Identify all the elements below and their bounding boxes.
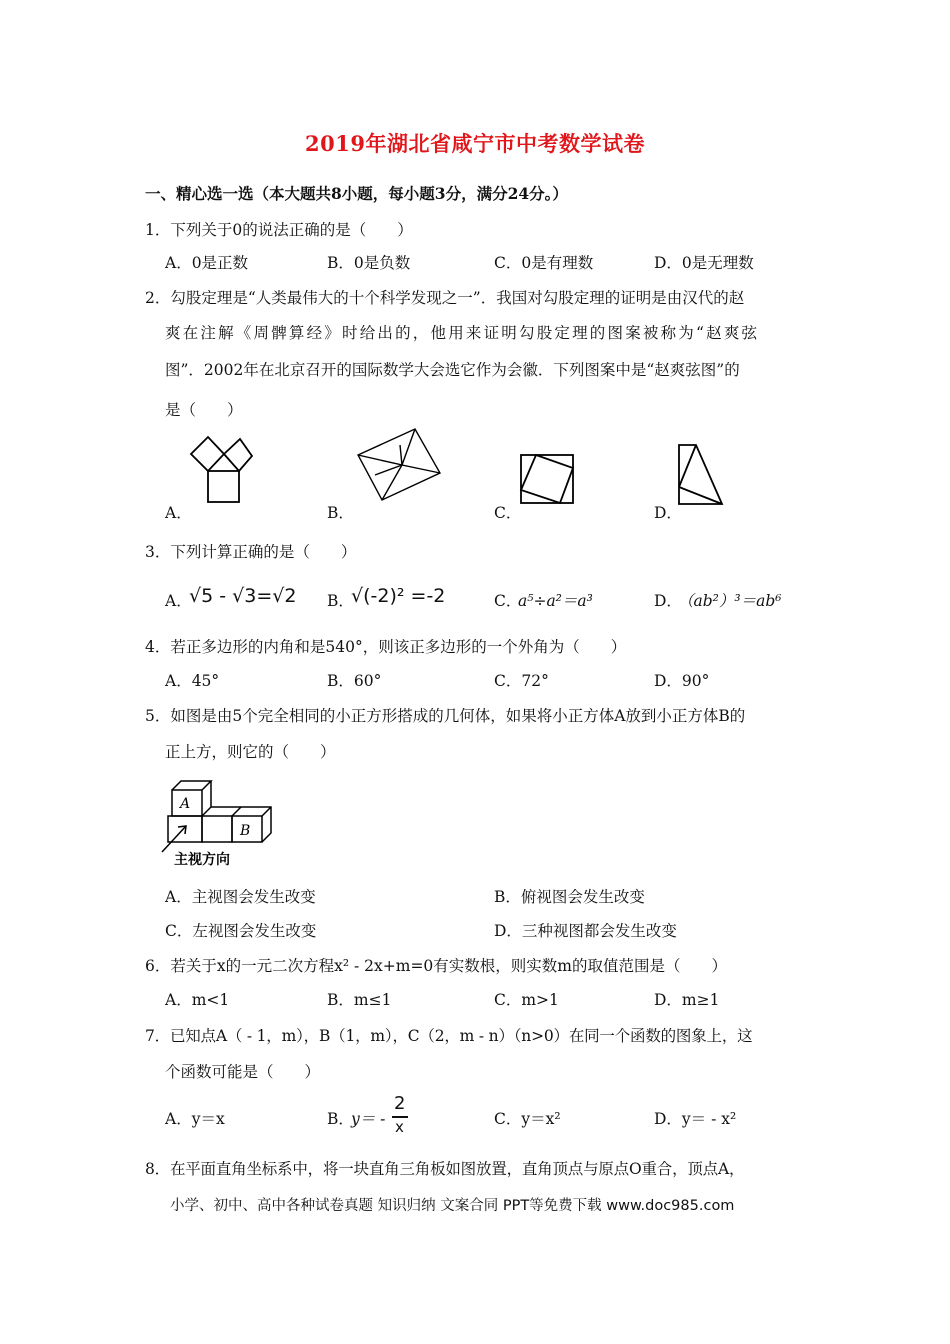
figure-2a-pythagoras-squares xyxy=(188,434,248,506)
q3-option-c-expression: a⁵÷a²＝a³ xyxy=(518,592,593,610)
figure-2d-triangles xyxy=(676,442,726,508)
question-2-line-1: 2．勾股定理是“人类最伟大的十个科学发现之一”．我国对勾股定理的证明是由汉代的赵 xyxy=(145,289,745,307)
q5-option-a: A．主视图会发生改变 xyxy=(165,888,316,906)
q2-option-c: C． xyxy=(494,504,522,522)
q5-option-d: D．三种视图都会发生改变 xyxy=(494,922,677,940)
q1-option-a: A．0是正数 xyxy=(165,254,249,272)
q3-option-b-expression: √(-2)² =-2 xyxy=(351,585,446,607)
q2-option-b: B． xyxy=(327,504,354,522)
q7-option-b-label: B． xyxy=(327,1110,354,1128)
question-5-line-2: 正上方，则它的（ ） xyxy=(165,743,336,761)
q3-option-a-label: A． xyxy=(165,592,192,610)
q5-option-c: C．左视图会发生改变 xyxy=(165,922,317,940)
figure-2b-rotated-square xyxy=(355,427,445,507)
figure-5-label-b: B xyxy=(240,823,251,839)
figure-5-label-a: A xyxy=(180,796,191,812)
section-heading: 一、精心选一选（本大题共8小题，每小题3分，满分24分。） xyxy=(145,184,568,203)
q4-option-b: B．60° xyxy=(327,672,382,690)
figure-5-cube-stack xyxy=(160,774,275,869)
q1-option-c: C．0是有理数 xyxy=(494,254,594,272)
figure-2c-inscribed-square xyxy=(519,453,577,507)
question-6-stem: 6．若关于x的一元二次方程x² - 2x+m=0有实数根，则实数m的取值范围是（ ） xyxy=(145,957,727,975)
q6-option-b: B．m≤1 xyxy=(327,991,392,1009)
question-2-line-2: 爽在注解《周髀算经》时给出的，他用来证明勾股定理的图案被称为“赵爽弦 xyxy=(165,324,760,342)
footer-note: 小学、初中、高中各种试卷真题 知识归纳 文案合同 PPT等免费下载 www.doc985.com xyxy=(170,1198,735,1214)
q6-option-c: C．m>1 xyxy=(494,991,559,1009)
q3-option-b-label: B． xyxy=(327,592,354,610)
q1-option-d: D．0是无理数 xyxy=(654,254,754,272)
question-8-line-1: 8．在平面直角坐标系中，将一块直角三角板如图放置，直角顶点与原点O重合，顶点A， xyxy=(145,1160,745,1178)
q3-option-d-label: D． xyxy=(654,592,682,610)
q7-option-c: C．y＝x² xyxy=(494,1110,561,1128)
question-3-stem: 3．下列计算正确的是（ ） xyxy=(145,543,357,561)
question-7-line-2: 个函数可能是（ ） xyxy=(165,1063,321,1081)
q7-option-a: A．y＝x xyxy=(165,1110,225,1128)
q3-option-c-label: C． xyxy=(494,592,522,610)
q4-option-d: D．90° xyxy=(654,672,710,690)
question-4-stem: 4．若正多边形的内角和是540°，则该正多边形的一个外角为（ ） xyxy=(145,638,627,656)
question-2-line-3: 图”．2002年在北京召开的国际数学大会选它作为会徽．下列图案中是“赵爽弦图”的 xyxy=(165,361,740,379)
q3-option-d-expression: （ab²）³＝ab⁶ xyxy=(678,592,782,610)
page-title: 2019年湖北省咸宁市中考数学试卷 xyxy=(305,131,645,156)
q1-option-b: B．0是负数 xyxy=(327,254,411,272)
question-5-line-1: 5．如图是由5个完全相同的小正方形搭成的几何体，如果将小正方体A放到小正方体B的 xyxy=(145,707,746,725)
q6-option-a: A．m<1 xyxy=(165,991,230,1009)
q7-option-d: D．y＝ - x² xyxy=(654,1110,737,1128)
question-1-stem: 1．下列关于0的说法正确的是（ ） xyxy=(145,221,413,239)
q5-option-b: B．俯视图会发生改变 xyxy=(494,888,645,906)
question-7-line-1: 7．已知点A（ - 1，m），B（1，m），C（2，m - n）（n>0）在同一个函数的图象上，这 xyxy=(145,1027,753,1045)
q3-option-a-expression: √5 - √3=√2 xyxy=(189,585,297,607)
q4-option-c: C．72° xyxy=(494,672,549,690)
q7-option-b-expression: y＝ - xyxy=(351,1110,386,1128)
q2-option-d: D． xyxy=(654,504,682,522)
q7-option-b-denominator: x xyxy=(395,1118,404,1136)
q2-option-a: A． xyxy=(165,504,192,522)
question-2-line-4: 是（ ） xyxy=(165,401,243,419)
q6-option-d: D．m≥1 xyxy=(654,991,720,1009)
q7-option-b-numerator: 2 xyxy=(394,1093,406,1114)
figure-5-caption: 主视方向 xyxy=(174,852,230,868)
q4-option-a: A．45° xyxy=(165,672,220,690)
